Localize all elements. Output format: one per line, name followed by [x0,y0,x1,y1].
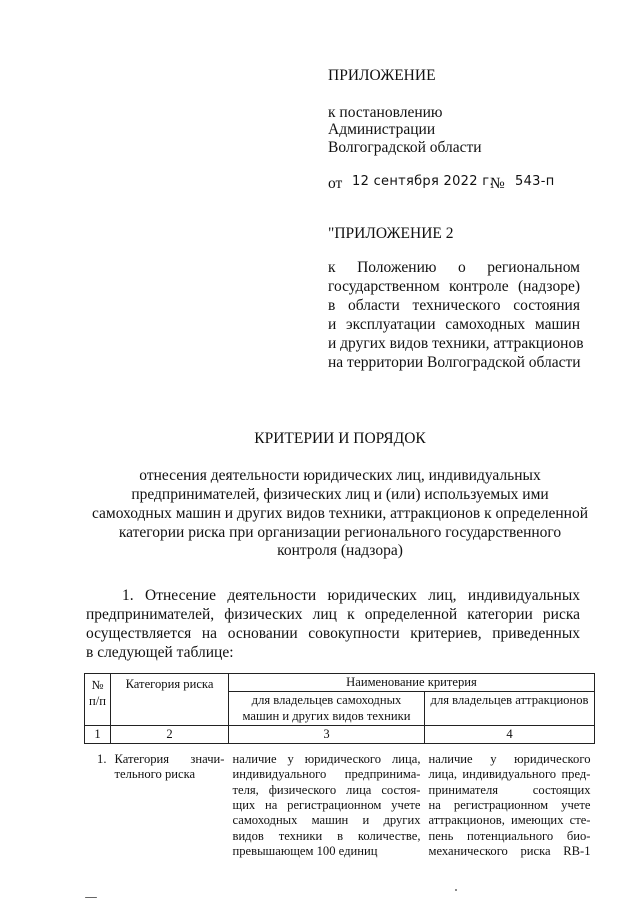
subtitle-line: самоходных машин и других видов техники, аттракционов к определенной [91,505,589,522]
resolution-ref-line2: Администрации [328,121,436,138]
attractions-line: наличие у юридического [428,752,591,767]
appendix2-line: на территории Волгоградской области [328,354,581,371]
paragraph-line: 1. Отнесение деятельности юридических лиц, индивидуальных [122,587,580,604]
machines-line: видов техники в количестве, [232,828,421,843]
machines-line: индивидуального предпринима- [232,767,421,782]
resolution-ref-line1: к постановлению [328,104,443,121]
category-line: Категория значи- [114,752,225,767]
paragraph-line: осуществляется на основании совокупности критериев, приведенных [86,625,580,642]
row-num: 1. [85,744,111,861]
index-cell: 4 [425,725,595,743]
attractions-line: аттракционов, имеющих сте- [428,813,591,828]
header-num: № п/п [85,674,111,726]
row-attractions [425,744,595,861]
resolution-ref-line3: Волгоградской области [328,139,482,156]
subtitle-line: категории риска при организации регионального государственного [118,524,562,541]
paragraph-line: предпринимателей, физических лиц к определенной категории риска [86,606,580,623]
machines-line: наличие у юридического лица, [232,752,421,767]
number-label: № [490,175,505,192]
appendix2-line: и эксплуатации самоходных машин [328,316,580,333]
scan-speck [455,889,457,891]
appendix2-line: и других видов техники, аттракционов [328,335,584,352]
criteria-table [84,673,595,860]
index-cell: 2 [111,725,229,743]
appendix2-title: "ПРИЛОЖЕНИЕ 2 [328,225,454,242]
paragraph-line: в следующей таблице: [86,644,234,661]
header-criterion: Наименование критерия [229,674,595,692]
row-machines [229,744,425,861]
index-cell: 1 [85,725,111,743]
resolution-number: 543-п [515,174,555,189]
attractions-line: механического риска RB-1 [428,843,591,858]
subtitle-line: отнесения деятельности юридических лиц, индивидуальных [139,467,541,484]
machines-line: самоходных машин и других [232,813,421,828]
machines-line: щих на регистрационном учете [232,798,421,813]
machines-line: превышающем 100 единиц [232,843,378,858]
header-attractions: для владельцев аттракционов [425,692,595,726]
row-category [111,744,229,861]
appendix2-line: к Положению о региональном [328,259,580,276]
resolution-date: 12 сентября 2022 г. [352,174,494,189]
attractions-line: принимателя состоящих [428,782,591,797]
header-machines: для владельцев самоходных машин и других видов техники [229,692,425,726]
subtitle-line: контроля (надзора) [277,542,403,559]
scan-speck [85,897,97,898]
appendix-title: ПРИЛОЖЕНИЕ [328,67,436,84]
machines-line: теля, физического лица состоя- [232,782,421,797]
appendix2-line: в области технического состояния [328,297,580,314]
date-from-label: от [328,175,343,192]
attractions-line: на регистрационном учете [428,798,591,813]
index-cell: 3 [229,725,425,743]
header-category: Категория риска [111,674,229,726]
document-title: КРИТЕРИИ И ПОРЯДОК [254,430,426,447]
appendix2-line: государственном контроле (надзоре) [328,278,580,295]
table-row [85,744,595,861]
attractions-line: лица, индивидуального пред- [428,767,591,782]
category-line: тельного риска [114,767,196,782]
attractions-line: пень потенциального био- [428,828,591,843]
subtitle-line: предпринимателей, физических лиц и (или) используемых ими [131,486,549,503]
